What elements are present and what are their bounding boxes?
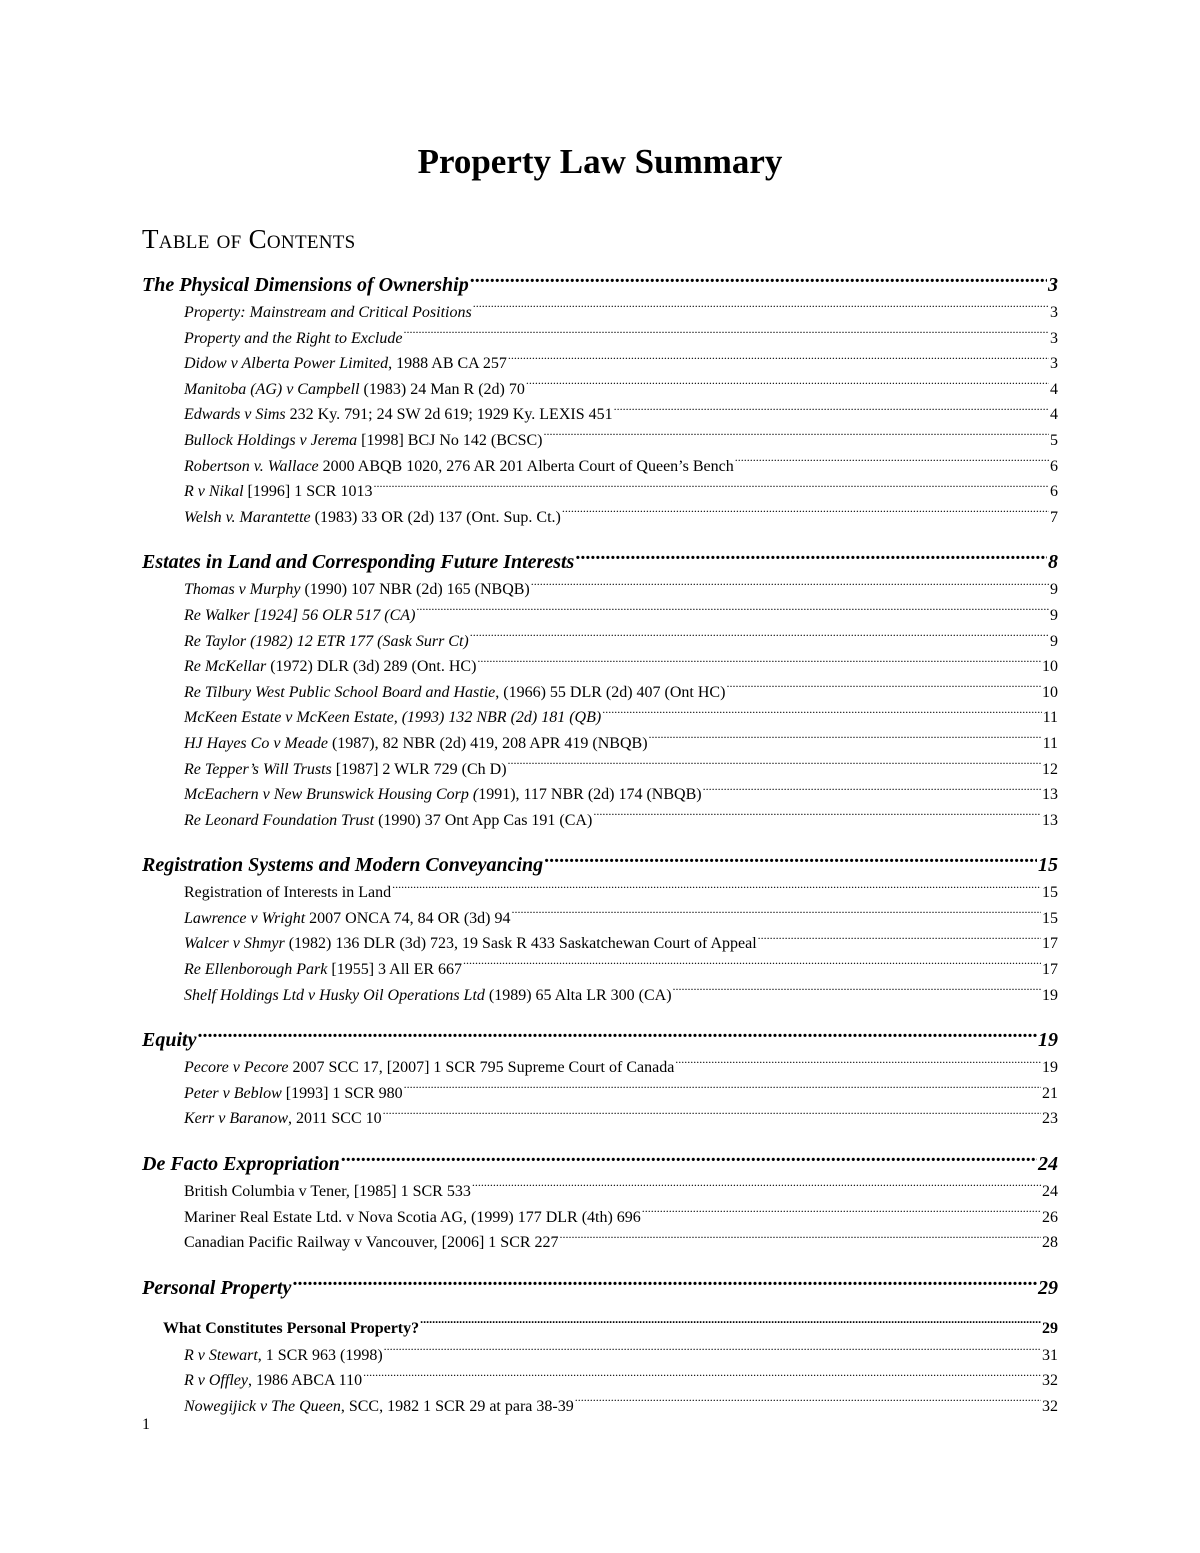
citation: 2007 SCC 17, [2007] 1 SCR 795 Supreme Court of Canada: [288, 1059, 675, 1077]
case-name: Edwards v Sims: [184, 406, 286, 424]
toc-entry[interactable]: [142, 454, 1058, 480]
case-name: Property and the Right to Exclude: [184, 329, 403, 347]
dot-leader: [341, 1150, 1037, 1170]
toc-entry[interactable]: [142, 1343, 1058, 1369]
citation: , 1988 AB CA 257: [388, 355, 507, 373]
dot-leader: [403, 327, 1049, 343]
dot-leader: [197, 1026, 1037, 1046]
citation: 1991), 117 NBR (2d) 174 (NBQB): [478, 786, 702, 804]
case-name: Re Leonard Foundation Trust: [184, 811, 375, 829]
case-name: Thomas v Murphy: [184, 581, 301, 599]
case-name: Re Walker [1924] 56 OLR 517 (CA): [184, 606, 416, 624]
dot-leader: [703, 783, 1041, 799]
toc-page-number: 10: [1042, 683, 1058, 701]
toc-entry[interactable]: [142, 705, 1058, 731]
citation: 2000 ABQB 1020, 276 AR 201 Alberta Court of Queen’s Bench: [318, 457, 734, 475]
toc-page-number: 9: [1050, 606, 1058, 624]
citation: (1983) 33 OR (2d) 137 (Ont. Sup. Ct.): [310, 508, 561, 526]
toc-entry[interactable]: [142, 603, 1058, 629]
citation: 232 Ky. 791; 24 SW 2d 619; 1929 Ky. LEXIS 451: [285, 406, 613, 424]
toc-entry-title: [184, 300, 472, 326]
dot-leader: [384, 1344, 1041, 1360]
toc-entry-title: [184, 629, 469, 655]
toc-entry-title: [184, 654, 476, 680]
toc-page-number: 24: [1042, 1183, 1058, 1201]
toc-page-number: 32: [1042, 1398, 1058, 1415]
case-name: Re McKellar: [184, 658, 267, 676]
toc-page-number: 4: [1050, 406, 1058, 424]
case-name: Pecore v Pecore: [184, 1059, 289, 1077]
toc-entry-title: [184, 402, 613, 428]
toc-page-number: 8: [1048, 551, 1058, 574]
toc-page-number: 7: [1050, 508, 1058, 526]
toc-entry-title: [184, 1081, 403, 1107]
toc-entry-title: [184, 705, 601, 731]
toc-entry-title: [184, 377, 525, 403]
dot-leader: [383, 1107, 1041, 1123]
page-number: 1: [142, 1416, 150, 1433]
dot-leader: [675, 1056, 1041, 1072]
case-name: Kerr v Baranow: [184, 1110, 288, 1128]
dot-leader: [575, 1395, 1041, 1411]
toc-entry[interactable]: [142, 326, 1058, 352]
citation: 2007 ONCA 74, 84 OR (3d) 94: [305, 909, 511, 927]
toc-entry-title: [184, 680, 725, 706]
toc-entry[interactable]: [142, 906, 1058, 932]
section-gap: [142, 530, 1058, 543]
toc-page-number: 15: [1042, 909, 1058, 927]
toc-page-number: 5: [1050, 431, 1058, 449]
section-gap: [142, 1256, 1058, 1269]
citation: [1998] BCJ No 142 (BCSC): [357, 431, 543, 449]
toc-entry-title: What Constitutes Personal Property?: [163, 1319, 420, 1337]
toc-entry[interactable]: [142, 505, 1058, 531]
citation: [1955] 3 All ER 667: [327, 961, 463, 979]
toc-entry[interactable]: [142, 1106, 1058, 1132]
citation: (1987), 82 NBR (2d) 419, 208 APR 419 (NBQB): [327, 734, 648, 752]
case-name: R v Offley: [184, 1372, 248, 1390]
dot-leader: [544, 851, 1037, 871]
toc-entry-title: [184, 428, 543, 454]
citation: Canadian Pacific Railway v Vancouver, [2006] 1 SCR 227: [184, 1234, 559, 1252]
toc-heading: Table of Contents: [142, 224, 356, 254]
dot-leader: [363, 1369, 1041, 1385]
toc-entry-title: Estates in Land and Corresponding Future Interests: [142, 551, 575, 574]
case-name: Didow v Alberta Power Limited: [184, 355, 389, 373]
dot-leader: [642, 1206, 1041, 1222]
citation: , (1966) 55 DLR (2d) 407 (Ont HC): [495, 683, 726, 701]
toc-page-number: 13: [1042, 811, 1058, 829]
dot-leader: [404, 1082, 1041, 1098]
toc-section[interactable]: [142, 850, 1058, 880]
dot-leader: [593, 809, 1041, 825]
toc-entry[interactable]: [142, 1394, 1058, 1420]
citation: , 1 SCR 963 (1998): [257, 1346, 383, 1364]
toc-entry-title: [184, 505, 561, 531]
toc-entry-title: [184, 808, 592, 834]
citation: (1972) DLR (3d) 289 (Ont. HC): [266, 658, 477, 676]
toc-page-number: 3: [1048, 274, 1058, 296]
toc-page-number: 9: [1050, 581, 1058, 599]
case-name: Robertson v. Wallace: [184, 457, 319, 475]
toc-entry-title: De Facto Expropriation: [142, 1153, 340, 1176]
toc-entry[interactable]: [142, 1179, 1058, 1205]
toc-entry-title: [184, 454, 734, 480]
toc-page-number: 19: [1038, 1029, 1058, 1052]
dot-leader: [544, 429, 1050, 445]
toc-entry[interactable]: [142, 654, 1058, 680]
citation: , SCC, 1982 1 SCR 29 at para 38-39: [340, 1398, 574, 1415]
toc-page-number: 3: [1050, 355, 1058, 373]
toc-entry-title: [184, 983, 672, 1009]
toc-entry-title: [184, 880, 391, 906]
toc-section[interactable]: [142, 547, 1058, 577]
section-gap: [142, 1008, 1058, 1021]
dot-leader: [602, 706, 1041, 722]
toc-entry-title: [184, 1055, 674, 1081]
toc-page-number: 29: [1038, 1276, 1058, 1299]
dot-leader: [649, 732, 1042, 748]
toc-page-number: 15: [1038, 854, 1058, 877]
case-name: Manitoba (AG) v Campbell: [184, 380, 360, 398]
case-name: Shelf Holdings Ltd v Husky Oil Operations Ltd: [184, 986, 485, 1004]
dot-leader: [416, 604, 1049, 620]
dot-leader: [531, 578, 1049, 594]
dot-leader: [463, 958, 1041, 974]
toc-entry[interactable]: [142, 428, 1058, 454]
toc-entry-title: The Physical Dimensions of Ownership: [142, 274, 469, 296]
toc-entry[interactable]: [142, 983, 1058, 1009]
dot-leader: [614, 403, 1049, 419]
citation: , 1986 ABCA 110: [247, 1372, 363, 1390]
dot-leader: [472, 1180, 1041, 1196]
toc-subsection[interactable]: [142, 1315, 1058, 1343]
toc-page-number: 11: [1042, 734, 1058, 752]
toc-entry-title: Registration Systems and Modern Conveyancing: [142, 854, 544, 877]
toc-entry[interactable]: [142, 680, 1058, 706]
toc-page-number: 19: [1042, 986, 1058, 1004]
section-gap: [142, 833, 1058, 846]
dot-leader: [477, 655, 1041, 671]
citation: (1982) 136 DLR (3d) 723, 19 Sask R 433 Saskatchewan Court of Appeal: [284, 935, 757, 953]
toc-entry-title: [184, 782, 702, 808]
toc-page-number: 23: [1042, 1110, 1058, 1128]
toc-entry[interactable]: [142, 1230, 1058, 1256]
toc-entry-title: [184, 1343, 383, 1369]
toc-page-number: 31: [1042, 1346, 1058, 1364]
dot-leader: [508, 352, 1049, 368]
toc-page-number: 15: [1042, 884, 1058, 902]
toc-entry-title: Personal Property: [142, 1276, 292, 1299]
dot-leader: [560, 1231, 1041, 1247]
toc-entry[interactable]: [142, 300, 1058, 326]
toc-entry[interactable]: [142, 731, 1058, 757]
dot-leader: [526, 378, 1049, 394]
dot-leader: [392, 881, 1041, 897]
case-name: McEachern v New Brunswick Housing Corp (: [184, 786, 479, 804]
toc-page-number: 11: [1042, 709, 1058, 727]
toc-entry-title: Equity: [142, 1029, 197, 1052]
toc-entry-title: [184, 1368, 362, 1394]
dot-leader: [292, 1274, 1037, 1294]
toc-page-number: 6: [1050, 483, 1058, 501]
case-name: R v Stewart: [184, 1346, 258, 1364]
toc-entry[interactable]: [142, 479, 1058, 505]
citation: Registration of Interests in Land: [184, 884, 392, 902]
case-name: Re Taylor (1982) 12 ETR 177 (Sask Surr Ct): [184, 632, 469, 650]
case-name: Peter v Beblow: [184, 1084, 282, 1102]
toc-page-number: 4: [1050, 380, 1058, 398]
case-name: R v Nikal: [184, 483, 244, 501]
dot-leader: [726, 681, 1041, 697]
toc-entry[interactable]: [142, 1055, 1058, 1081]
case-name: Nowegijick v The Queen: [184, 1398, 341, 1415]
citation: (1990) 37 Ont App Cas 191 (CA): [374, 811, 593, 829]
toc-entry[interactable]: [142, 351, 1058, 377]
toc-page-number: 12: [1042, 760, 1058, 778]
case-name: Bullock Holdings v Jerema: [184, 431, 358, 449]
section-gap: [142, 1132, 1058, 1145]
toc-entry-title: [184, 1394, 574, 1420]
toc-page-number: 24: [1038, 1153, 1058, 1176]
toc-entry[interactable]: [142, 1081, 1058, 1107]
toc-page-number: 13: [1042, 786, 1058, 804]
citation: , 2011 SCC 10: [288, 1110, 382, 1128]
toc-entry[interactable]: [142, 629, 1058, 655]
citation: Mariner Real Estate Ltd. v Nova Scotia AG, (1999) 177 DLR (4th) 696: [184, 1208, 641, 1226]
case-name: Re Tilbury West Public School Board and Hastie: [184, 683, 496, 701]
citation: (1989) 65 Alta LR 300 (CA): [484, 986, 672, 1004]
dot-leader: [673, 984, 1041, 1000]
toc-entry[interactable]: [142, 931, 1058, 957]
document-title: Property Law Summary: [417, 142, 783, 181]
toc-section[interactable]: [142, 270, 1058, 300]
toc-entry[interactable]: [142, 377, 1058, 403]
dot-leader: [473, 301, 1049, 317]
toc-entry-title: [184, 731, 648, 757]
dot-leader: [575, 548, 1047, 568]
case-name: Welsh v. Marantette: [184, 508, 311, 526]
toc-entry-title: [184, 479, 372, 505]
toc-page-number: 10: [1042, 658, 1058, 676]
toc-page-number: 32: [1042, 1372, 1058, 1390]
toc-section[interactable]: [142, 1149, 1058, 1179]
dot-leader: [512, 907, 1041, 923]
toc-entry-title: [184, 757, 507, 783]
toc-page-number: 6: [1050, 457, 1058, 475]
case-name: Property: Mainstream and Critical Positions: [184, 304, 472, 321]
toc-section[interactable]: [142, 1273, 1058, 1303]
toc-entry[interactable]: [142, 957, 1058, 983]
citation: (1990) 107 NBR (2d) 165 (NBQB): [300, 581, 530, 599]
toc-entry-title: [184, 603, 415, 629]
case-name: Re Ellenborough Park: [184, 961, 328, 979]
toc-entry-title: [184, 326, 402, 352]
dot-leader: [420, 1317, 1041, 1333]
toc-entry[interactable]: [142, 782, 1058, 808]
toc-entry[interactable]: [142, 402, 1058, 428]
toc-page-number: 17: [1042, 961, 1058, 979]
toc-page-number: 9: [1050, 632, 1058, 650]
dot-leader: [562, 506, 1049, 522]
table-of-contents: [142, 270, 1058, 1420]
toc-entry[interactable]: [142, 1368, 1058, 1394]
dot-leader: [373, 480, 1049, 496]
toc-entry[interactable]: [142, 577, 1058, 603]
toc-entry-title: [184, 1106, 382, 1132]
citation: British Columbia v Tener, [1985] 1 SCR 533: [184, 1183, 471, 1201]
toc-page-number: 17: [1042, 935, 1058, 953]
toc-entry-title: [184, 351, 507, 377]
toc-entry[interactable]: [142, 808, 1058, 834]
toc-section[interactable]: [142, 1025, 1058, 1055]
case-name: Lawrence v Wright: [184, 909, 306, 927]
dot-leader: [735, 455, 1049, 471]
dot-leader: [758, 932, 1041, 948]
citation: [1987] 2 WLR 729 (Ch D): [331, 760, 507, 778]
toc-page-number: 21: [1042, 1084, 1058, 1102]
toc-page-number: 3: [1050, 329, 1058, 347]
toc-entry-title: [184, 957, 462, 983]
toc-entry-title: [184, 906, 511, 932]
citation: [1996] 1 SCR 1013: [243, 483, 373, 501]
toc-entry-title: [184, 931, 757, 957]
toc-entry[interactable]: [142, 1205, 1058, 1231]
toc-page-number: 28: [1042, 1234, 1058, 1252]
citation: [1993] 1 SCR 980: [281, 1084, 403, 1102]
toc-entry-title: [184, 577, 530, 603]
dot-leader: [508, 758, 1041, 774]
toc-entry-title: [184, 1205, 641, 1231]
toc-page-number: 26: [1042, 1208, 1058, 1226]
toc-entry[interactable]: [142, 880, 1058, 906]
toc-page-number: 3: [1050, 304, 1058, 321]
dot-leader: [470, 630, 1049, 646]
toc-page-number: 29: [1042, 1319, 1058, 1337]
citation: (1983) 24 Man R (2d) 70: [359, 380, 525, 398]
toc-entry-title: [184, 1179, 471, 1205]
toc-entry[interactable]: [142, 757, 1058, 783]
toc-page-number: 19: [1042, 1059, 1058, 1077]
case-name: Walcer v Shmyr: [184, 935, 285, 953]
toc-entry-title: [184, 1230, 559, 1256]
case-name: HJ Hayes Co v Meade: [184, 734, 328, 752]
case-name: McKeen Estate v McKeen Estate, (1993) 132 NBR (2d) 181 (QB): [184, 709, 602, 727]
case-name: Re Tepper’s Will Trusts: [184, 760, 332, 778]
dot-leader: [470, 271, 1047, 291]
